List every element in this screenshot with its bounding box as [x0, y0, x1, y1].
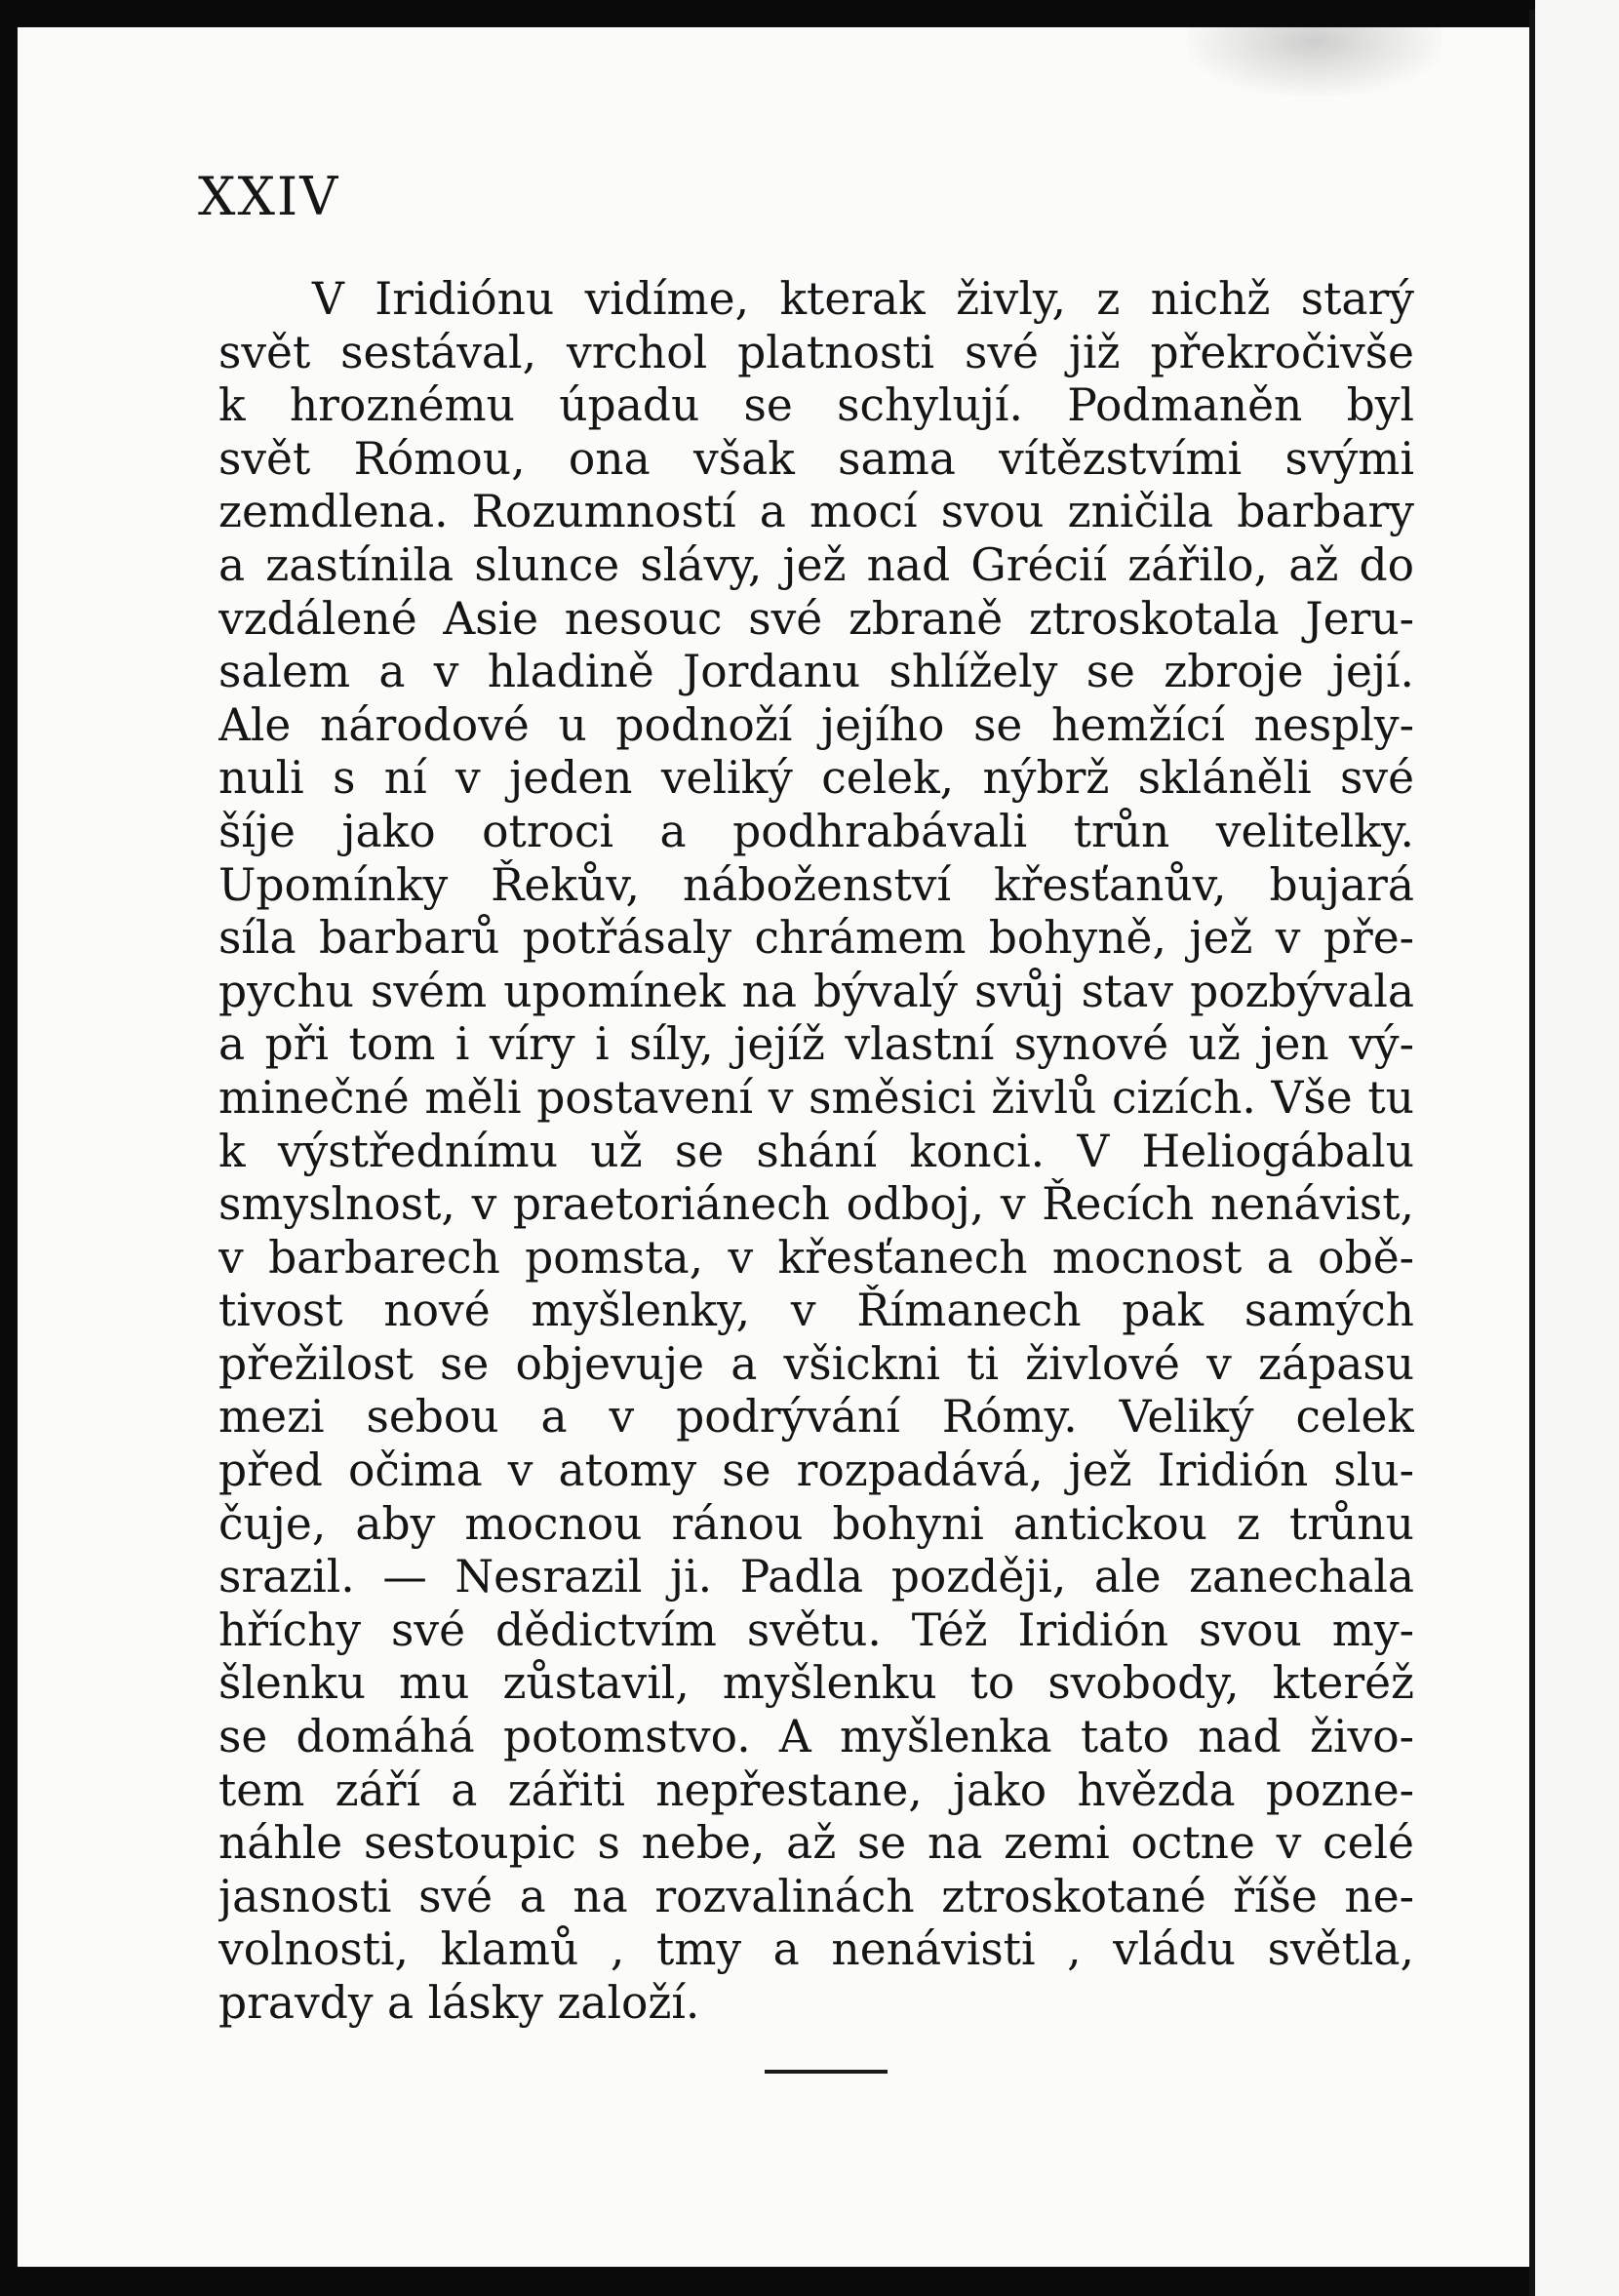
- text-line: volnosti, klamů , tmy a nenávisti , vládu světla,: [218, 1923, 1414, 1976]
- text-line: k výstřednímu už se shání konci. V Heliogábalu: [218, 1125, 1414, 1177]
- text-line: pravdy a lásky založí.: [218, 1977, 700, 2029]
- scan-shadow: [1188, 27, 1441, 96]
- text-line: smyslnost, v praetoriánech odboj, v Řecích nenávist,: [218, 1178, 1414, 1231]
- text-line: a při tom i víry i síly, jejíž vlastní synové už jen vý-: [218, 1018, 1414, 1071]
- text-line: šlenku mu zůstavil, myšlenku to svobody, kteréž: [218, 1657, 1414, 1710]
- section-end-rule: [765, 2070, 888, 2074]
- text-line: svět sestával, vrchol platnosti své již překročivše: [218, 326, 1414, 378]
- text-line: náhle sestoupic s nebe, až se na zemi octne v celé: [218, 1817, 1414, 1870]
- text-line: se domáhá potomstvo. A myšlenka tato nad živo-: [218, 1711, 1414, 1763]
- page-number: XXIV: [198, 166, 340, 227]
- adjacent-page-margin: [1535, 0, 1619, 2296]
- text-line: přežilost se objevuje a všickni ti živlové v zápasu: [218, 1337, 1414, 1390]
- text-line: V Iridiónu vidíme, kterak živly, z nichž starý: [312, 273, 1414, 325]
- book-page: [18, 27, 1535, 2267]
- text-line: před očima v atomy se rozpadává, jež Iridión slu-: [218, 1445, 1414, 1497]
- text-line: jasnosti své a na rozvalinách ztroskotané říše ne-: [218, 1870, 1414, 1922]
- text-line: a zastínila slunce slávy, jež nad Grécií zářilo, až do: [218, 538, 1414, 591]
- text-line: čuje, aby mocnou ránou bohyni antickou z trůnu: [218, 1497, 1414, 1550]
- text-line: síla barbarů potřásaly chrámem bohyně, jež v pře-: [218, 912, 1414, 965]
- text-line: Ale národové u podnoží jejího se hemžící nesply-: [218, 698, 1414, 751]
- text-line: minečné měli postavení v směsici živlů cizích. Vše tu: [218, 1071, 1414, 1124]
- text-line: pychu svém upomínek na bývalý svůj stav pozbývala: [218, 965, 1414, 1017]
- text-line: svět Rómou, ona však sama vítězstvími svými: [218, 432, 1414, 485]
- text-line: tem září a zářiti nepřestane, jako hvězda pozne-: [218, 1763, 1414, 1816]
- text-line: v barbarech pomsta, v křesťanech mocnost a obě-: [218, 1231, 1414, 1284]
- text-line: salem a v hladině Jordanu shlížely se zbroje její.: [218, 646, 1414, 698]
- text-line: tivost nové myšlenky, v Římanech pak samých: [218, 1285, 1414, 1337]
- text-line: k hroznému úpadu se schylují. Podmaněn byl: [218, 379, 1414, 432]
- body-paragraph: [218, 273, 1414, 2031]
- text-line: vzdálené Asie nesouc své zbraně ztroskotala Jeru-: [218, 592, 1414, 645]
- text-line: srazil. — Nesrazil ji. Padla později, ale zanechala: [218, 1551, 1414, 1603]
- text-line: mezi sebou a v podrývání Rómy. Veliký celek: [218, 1391, 1414, 1444]
- text-line: šíje jako otroci a podhrabávali trůn velitelky.: [218, 805, 1414, 857]
- text-line: hříchy své dědictvím světu. Též Iridión svou my-: [218, 1603, 1414, 1656]
- text-line: Upomínky Řekův, náboženství křesťanův, bujará: [218, 858, 1414, 911]
- text-line: zemdlena. Rozumností a mocí svou zničila barbary: [218, 486, 1414, 538]
- text-line: nuli s ní v jeden veliký celek, nýbrž skláněli své: [218, 752, 1414, 805]
